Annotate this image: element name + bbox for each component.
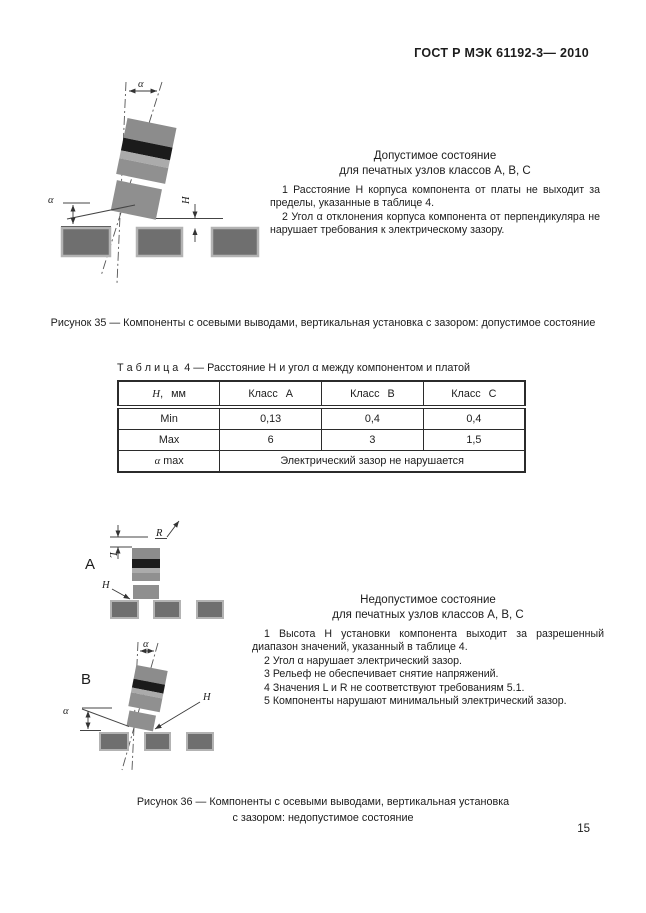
figure-36-diagram-b xyxy=(48,638,293,778)
component-stripe xyxy=(132,568,160,573)
condition-heading-line-2: для печатных узлов классов А, В, С xyxy=(339,165,531,177)
table-header-cell: Класс А xyxy=(220,381,322,407)
table-cell: 0,13 xyxy=(220,407,322,430)
allowed-condition-block xyxy=(270,149,600,238)
alpha-top-label: α xyxy=(143,639,149,650)
h-label: H xyxy=(181,196,192,204)
table-cell: Min xyxy=(118,407,220,430)
r-leader-arrow xyxy=(167,521,179,537)
table-4-title: Т а б л и ц а 4 — Расстояние H и угол α между компонентом и платой xyxy=(117,362,470,374)
figure-35-diagram xyxy=(45,76,280,288)
h-leader-arrow xyxy=(112,589,130,599)
component-end-cap xyxy=(133,585,159,599)
note-3: 3 Рельеф не обеспечивает снятие напряжений. xyxy=(264,668,499,681)
alpha-max-var: α xyxy=(154,455,161,467)
not-allowed-condition-block xyxy=(252,593,604,708)
r-label: R xyxy=(156,528,163,539)
table-cell: Max xyxy=(118,430,220,451)
component-end-cap xyxy=(126,710,156,731)
table-cell-span: Электрический зазор не нарушается xyxy=(220,451,525,473)
solder-pad xyxy=(145,733,170,750)
component-body xyxy=(132,548,160,559)
solder-pad xyxy=(212,228,258,256)
table-row xyxy=(118,430,525,451)
document-header-title: ГОСТ Р МЭК 61192-3— 2010 xyxy=(414,46,589,60)
figure-36-caption-line-2: с зазором: недопустимое состояние xyxy=(232,811,414,824)
component-body-lower xyxy=(132,573,160,581)
solder-pad xyxy=(62,228,110,256)
note-1: 1 Расстояние H корпуса компонента от платы не выходит за пределы, указанные в таблице 4. xyxy=(270,184,600,210)
table-header-h-unit: , мм xyxy=(160,387,186,400)
note-5: 5 Компоненты нарушают минимальный электрический зазор. xyxy=(264,695,567,708)
note-1: 1 Высота H установки компонента выходит за разрешенный диапазон значений, указанный в таблице 4. xyxy=(252,628,604,654)
h-leader-arrow xyxy=(155,702,200,729)
table-4-block xyxy=(117,362,526,473)
table-header-h-var: H xyxy=(152,387,161,400)
page-number: 15 xyxy=(577,823,590,835)
table-cell: 1,5 xyxy=(423,430,525,451)
table-row xyxy=(118,407,525,430)
table-cell xyxy=(118,451,220,473)
component xyxy=(132,548,160,599)
diagram-b-letter: B xyxy=(81,671,92,688)
condition-heading-line-1: Допустимое состояние xyxy=(373,150,497,162)
figure-36-caption xyxy=(93,795,553,826)
solder-pad xyxy=(154,601,180,618)
diagram-a-letter: A xyxy=(85,556,96,573)
solder-pad xyxy=(100,733,128,750)
solder-pad xyxy=(137,228,182,256)
figure-36-caption-line-1: Рисунок 36 — Компоненты с осевыми выводами, вертикальная установка xyxy=(136,796,510,808)
table-row xyxy=(118,451,525,473)
h-label: H xyxy=(102,580,110,591)
alpha-max-rest: max xyxy=(160,455,184,467)
solder-pad xyxy=(197,601,223,618)
condition-heading-line-1: Недопустимое состояние xyxy=(360,594,496,606)
note-2: 2 Угол α отклонения корпуса компонента от перпендикуляра не нарушает требования к электрическому зазору. xyxy=(270,210,600,237)
note-4: 4 Значения L и R не соответствуют требованиям 5.1. xyxy=(264,681,525,694)
solder-pad xyxy=(187,733,213,750)
h-label: H xyxy=(203,692,211,703)
alpha-left-label: α xyxy=(48,195,54,206)
table-cell: 6 xyxy=(220,430,322,451)
note-2: 2 Угол α нарушает электрический зазор. xyxy=(264,654,462,667)
alpha-top-label: α xyxy=(138,79,144,90)
alpha-left-label: α xyxy=(63,706,69,717)
table-header-cell xyxy=(118,381,220,407)
table-header-cell: Класс В xyxy=(322,381,424,407)
table-header-cell: Класс С xyxy=(423,381,525,407)
table-cell: 0,4 xyxy=(322,407,424,430)
condition-heading-line-2: для печатных узлов классов А, В, С xyxy=(332,609,524,621)
table-cell: 3 xyxy=(322,430,424,451)
solder-pad xyxy=(111,601,138,618)
component xyxy=(124,665,167,732)
seating-plane-line xyxy=(82,709,129,727)
component-band xyxy=(132,559,160,568)
component-end-cap xyxy=(111,180,162,220)
l-label: L xyxy=(107,552,118,558)
component xyxy=(109,118,177,220)
figure-35-caption: Рисунок 35 — Компоненты с осевыми выводами, вертикальная установка с зазором: допустимое состояние xyxy=(50,317,596,329)
table-cell: 0,4 xyxy=(423,407,525,430)
table-4 xyxy=(117,380,526,473)
